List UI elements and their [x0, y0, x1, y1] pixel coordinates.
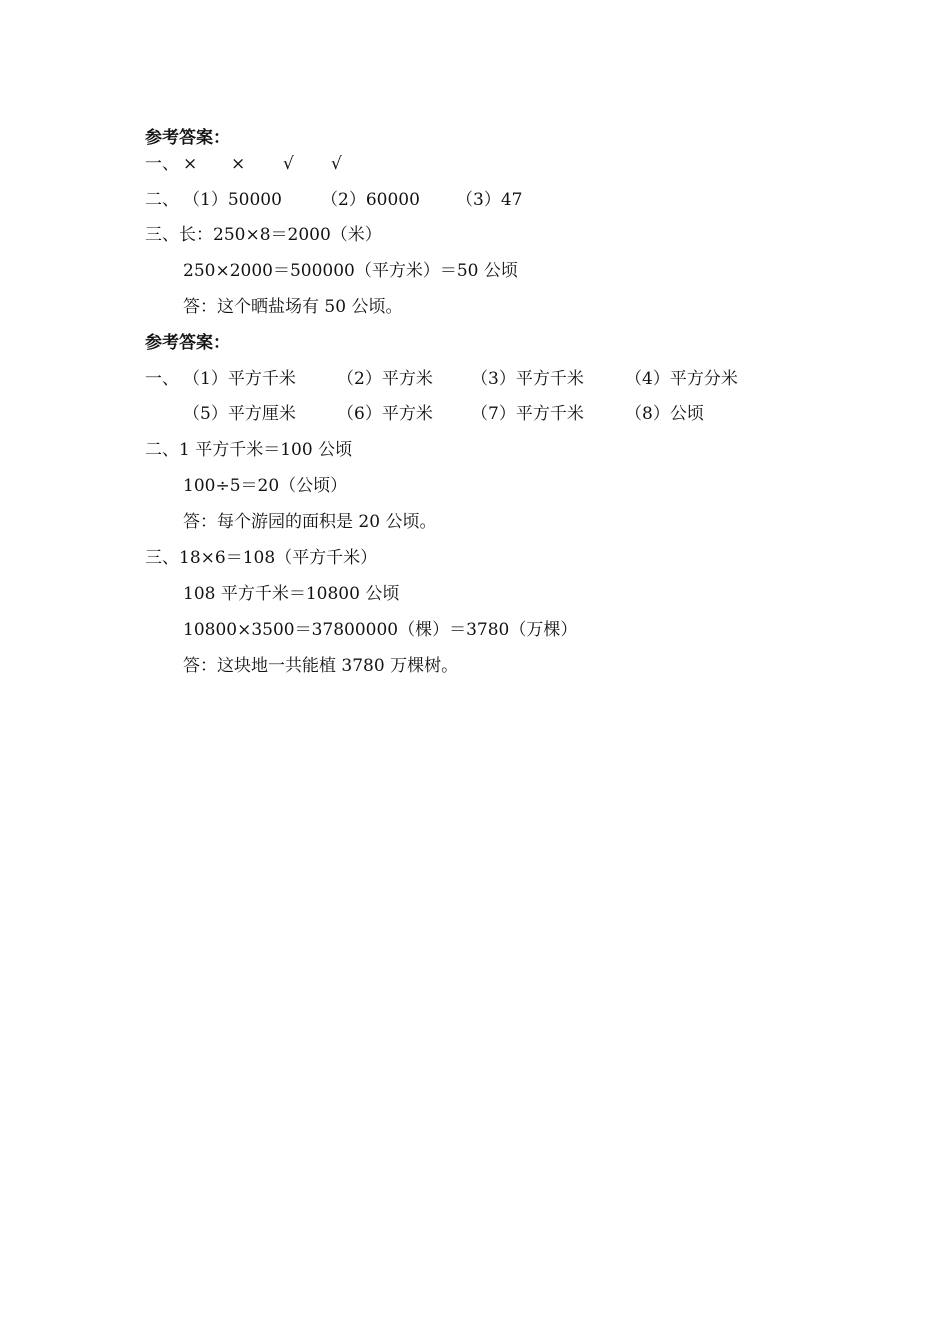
- q3-line-1: 三、长：250×8＝2000（米）: [145, 225, 382, 245]
- s2-q1-item-8: （8）公顷: [625, 404, 704, 424]
- s2-q3-line-1: 三、18×6＝108（平方千米）: [145, 548, 378, 568]
- s2-q1-item-2: （2）平方米: [337, 369, 433, 389]
- q2-item-1: （1）50000: [183, 190, 282, 210]
- s2-q1-item-6: （6）平方米: [337, 404, 433, 424]
- answer-heading-2: 参考答案：: [145, 333, 230, 353]
- q2-item-3: （3）47: [456, 190, 523, 210]
- answer-heading-1: 参考答案：: [145, 128, 230, 148]
- s2-q1-item-4: （4）平方分米: [625, 369, 738, 389]
- q1-mark-3: √: [283, 154, 294, 174]
- s2-q1-item-1: （1）平方千米: [183, 369, 296, 389]
- q1-prefix: 一、: [145, 154, 179, 174]
- s2-q1-item-7: （7）平方千米: [471, 404, 584, 424]
- s2-q2-line-2: 100÷5＝20（公顷）: [183, 476, 348, 496]
- q1-mark-4: √: [331, 154, 342, 174]
- s2-q1-prefix: 一、: [145, 369, 179, 389]
- q2-prefix: 二、: [145, 190, 179, 210]
- s2-q3-answer: 答：这块地一共能植 3780 万棵树。: [183, 656, 459, 676]
- s2-q3-line-2: 108 平方千米＝10800 公顷: [183, 584, 400, 604]
- s2-q2-answer: 答：每个游园的面积是 20 公顷。: [183, 512, 437, 532]
- s2-q1-item-3: （3）平方千米: [471, 369, 584, 389]
- q2-item-2: （2）60000: [321, 190, 420, 210]
- q3-line-2: 250×2000＝500000（平方米）＝50 公顷: [183, 261, 518, 281]
- s2-q2-line-1: 二、1 平方千米＝100 公顷: [145, 440, 353, 460]
- s2-q1-item-5: （5）平方厘米: [183, 404, 296, 424]
- s2-q3-line-3: 10800×3500＝37800000（棵）＝3780（万棵）: [183, 620, 578, 640]
- q1-mark-2: ×: [231, 154, 246, 174]
- q3-answer: 答：这个晒盐场有 50 公顷。: [183, 297, 403, 317]
- q1-mark-1: ×: [183, 154, 198, 174]
